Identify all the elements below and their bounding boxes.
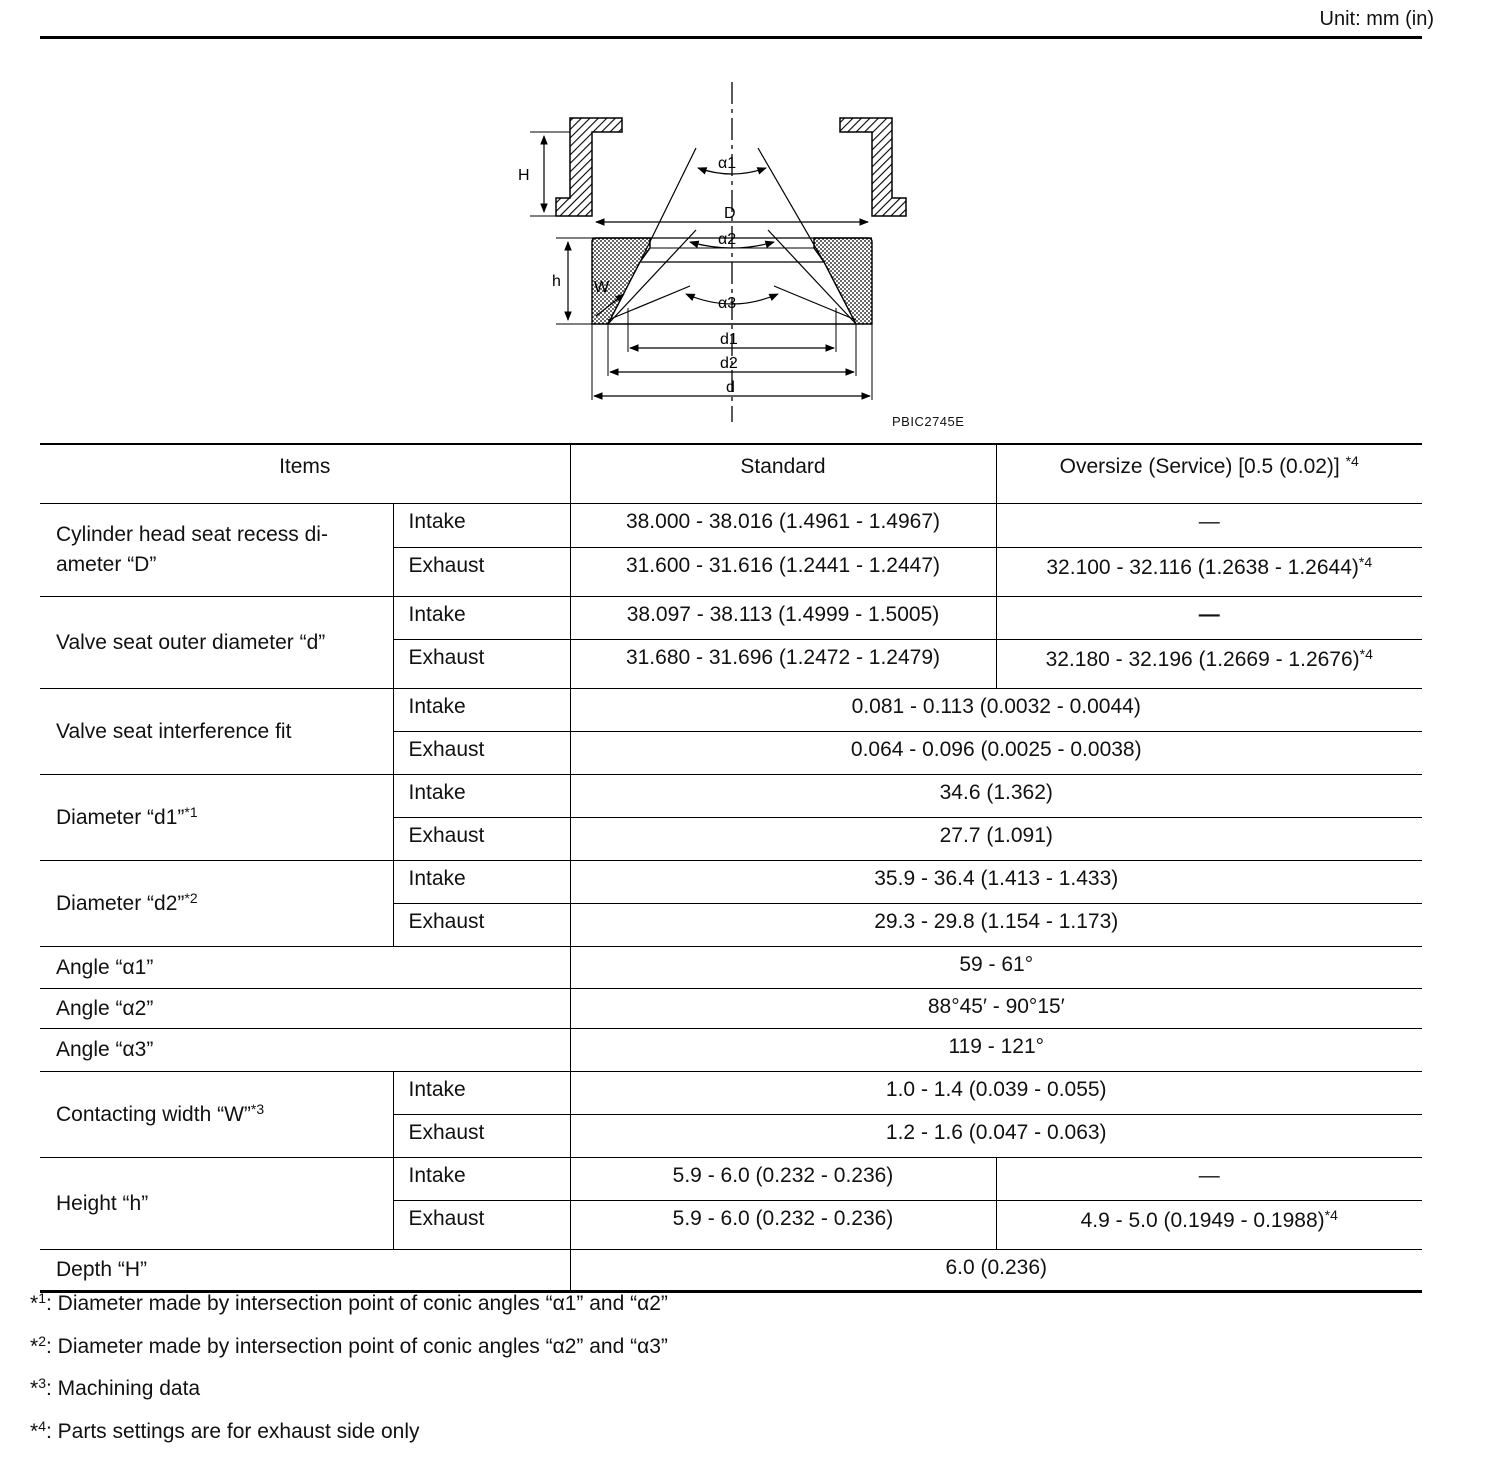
- depth-value: 6.0 (0.236): [570, 1250, 1422, 1292]
- height-intake-over: —: [996, 1158, 1422, 1201]
- footnote-mark: *: [30, 1292, 39, 1315]
- label-alpha1: α1: [718, 155, 737, 172]
- head-right-wall: [840, 118, 906, 216]
- footnote-num: 2: [38, 1332, 46, 1349]
- table-row: [40, 775, 1422, 818]
- seat-od-exhaust-over: [996, 640, 1422, 689]
- footnote-mark: *: [30, 1419, 39, 1443]
- label-d2: d2: [720, 355, 738, 372]
- sub-exhaust: Exhaust: [393, 1201, 570, 1250]
- sub-exhaust: Exhaust: [393, 640, 570, 689]
- recess-exhaust-over-sup: *4: [1358, 554, 1373, 570]
- table-row: [40, 1029, 1422, 1072]
- seat-od-intake-std: 38.097 - 38.113 (1.4999 - 1.5005): [570, 597, 996, 640]
- header-oversize-text: Oversize (Service) [0.5 (0.02)]: [1059, 455, 1346, 478]
- alpha3-value: 119 - 121°: [570, 1029, 1422, 1072]
- row-label-alpha2: Angle “α2”: [40, 989, 570, 1029]
- interference-exhaust: 0.064 - 0.096 (0.0025 - 0.0038): [570, 732, 1422, 775]
- sub-exhaust: Exhaust: [393, 1115, 570, 1158]
- height-intake-std: 5.9 - 6.0 (0.232 - 0.236): [570, 1158, 996, 1201]
- row-label-d2: [40, 861, 393, 947]
- row-label-alpha1: Angle “α1”: [40, 947, 570, 989]
- footnote-num: 4: [38, 1417, 46, 1434]
- height-exhaust-over-text: 4.9 - 5.0 (0.1949 - 0.1988): [1080, 1209, 1325, 1232]
- valve-seat-diagram: [500, 80, 1000, 435]
- footnote-mark: *: [30, 1377, 39, 1400]
- recess-exhaust-over-text: 32.100 - 32.116 (1.2638 - 1.2644): [1046, 556, 1359, 579]
- row-label-alpha3: Angle “α3”: [40, 1029, 570, 1072]
- sub-intake: Intake: [393, 861, 570, 904]
- footnote-num: 3: [38, 1375, 46, 1391]
- footnote-num: 1: [38, 1290, 46, 1306]
- height-exhaust-over-sup: *4: [1324, 1207, 1338, 1223]
- label-H: H: [518, 167, 530, 184]
- footnote-3: [30, 1377, 668, 1420]
- sub-intake: Intake: [393, 689, 570, 732]
- header-row: [40, 444, 1422, 504]
- row-label-height: Height “h”: [40, 1158, 393, 1250]
- seat-right-section: [814, 238, 872, 324]
- label-W: W: [594, 279, 610, 296]
- d2-exhaust: 29.3 - 29.8 (1.154 - 1.173): [570, 904, 1422, 947]
- d1-label-sup: *1: [184, 803, 198, 820]
- sub-exhaust: Exhaust: [393, 732, 570, 775]
- footnote-mark: *: [30, 1334, 39, 1358]
- label-alpha2: α2: [718, 231, 737, 248]
- valve-seat-diagram-svg: [500, 80, 1000, 435]
- seat-od-exhaust-std: 31.680 - 31.696 (1.2472 - 1.2479): [570, 640, 996, 689]
- seat-od-exhaust-over-sup: *4: [1359, 646, 1373, 662]
- header-items: Items: [40, 444, 570, 504]
- label-d: d: [726, 379, 735, 396]
- table-row: [40, 1250, 1422, 1292]
- recess-intake-over: —: [996, 504, 1422, 548]
- d1-exhaust: 27.7 (1.091): [570, 818, 1422, 861]
- sub-intake: Intake: [393, 597, 570, 640]
- label-d1: d1: [720, 331, 738, 348]
- seat-od-intake-over: —: [996, 597, 1422, 640]
- table-row: [40, 1158, 1422, 1201]
- table-row: [40, 947, 1422, 989]
- sub-exhaust: Exhaust: [393, 548, 570, 597]
- row-label-depth: Depth “H”: [40, 1250, 570, 1292]
- label-alpha3: α3: [718, 295, 737, 312]
- footnote-text: : Diameter made by intersection point of conic angles “α1” and “α2”: [45, 1292, 668, 1315]
- d2-label-sup: *2: [184, 889, 198, 906]
- alpha2-value: 88°45′ - 90°15′: [570, 989, 1422, 1029]
- row-label-d1: [40, 775, 393, 861]
- header-standard: Standard: [570, 444, 996, 504]
- footnote-text: : Machining data: [45, 1377, 201, 1400]
- footnote-text: : Parts settings are for exhaust side only: [45, 1419, 420, 1443]
- sub-intake: Intake: [393, 775, 570, 818]
- table-row: [40, 597, 1422, 640]
- unit-label: Unit: mm (in): [1319, 8, 1434, 30]
- table-row: [40, 1072, 1422, 1115]
- d2-intake: 35.9 - 36.4 (1.413 - 1.433): [570, 861, 1422, 904]
- row-label-recess: Cylinder head seat recess di- ameter “D”: [40, 504, 393, 597]
- sub-intake: Intake: [393, 1158, 570, 1201]
- sub-exhaust: Exhaust: [393, 904, 570, 947]
- table-row: [40, 989, 1422, 1029]
- footnote-2: [30, 1332, 668, 1378]
- header-oversize: [996, 444, 1422, 504]
- d1-label-text: Diameter “d1”: [56, 805, 185, 829]
- recess-intake-std: 38.000 - 38.016 (1.4961 - 1.4967): [570, 504, 996, 548]
- width-label-text: Contacting width “W”: [56, 1102, 251, 1126]
- alpha1-value: 59 - 61°: [570, 947, 1422, 989]
- footnote-text: : Diameter made by intersection point of conic angles “α2” and “α3”: [45, 1334, 668, 1358]
- header-oversize-sup: *4: [1345, 453, 1359, 469]
- row-label-seat-od: Valve seat outer diameter “d”: [40, 597, 393, 689]
- recess-exhaust-std: 31.600 - 31.616 (1.2441 - 1.2447): [570, 548, 996, 597]
- row-label-interference: Valve seat interference fit: [40, 689, 393, 775]
- label-h: h: [552, 273, 561, 290]
- row-label-width: [40, 1072, 393, 1158]
- d1-intake: 34.6 (1.362): [570, 775, 1422, 818]
- height-exhaust-over: [996, 1201, 1422, 1250]
- width-intake: 1.0 - 1.4 (0.039 - 0.055): [570, 1072, 1422, 1115]
- d2-label-text: Diameter “d2”: [56, 891, 185, 915]
- height-exhaust-std: 5.9 - 6.0 (0.232 - 0.236): [570, 1201, 996, 1250]
- recess-exhaust-over: [996, 548, 1422, 597]
- footnotes: [30, 1292, 668, 1462]
- footnote-4: [30, 1417, 668, 1462]
- table-row: [40, 861, 1422, 904]
- head-left-wall: [556, 118, 622, 216]
- spec-table: [40, 443, 1422, 1293]
- width-exhaust: 1.2 - 1.6 (0.047 - 0.063): [570, 1115, 1422, 1158]
- width-label-sup: *3: [250, 1100, 265, 1117]
- figure-code: PBIC2745E: [892, 414, 965, 429]
- footnote-1: [30, 1292, 668, 1335]
- sub-intake: Intake: [393, 1072, 570, 1115]
- label-D: D: [724, 205, 736, 222]
- sub-intake: Intake: [393, 504, 570, 548]
- table-row: [40, 689, 1422, 732]
- table-row: [40, 504, 1422, 548]
- seat-od-exhaust-over-text: 32.180 - 32.196 (1.2669 - 1.2676): [1045, 648, 1360, 671]
- interference-intake: 0.081 - 0.113 (0.0032 - 0.0044): [570, 689, 1422, 732]
- sub-exhaust: Exhaust: [393, 818, 570, 861]
- top-rule: [40, 36, 1422, 39]
